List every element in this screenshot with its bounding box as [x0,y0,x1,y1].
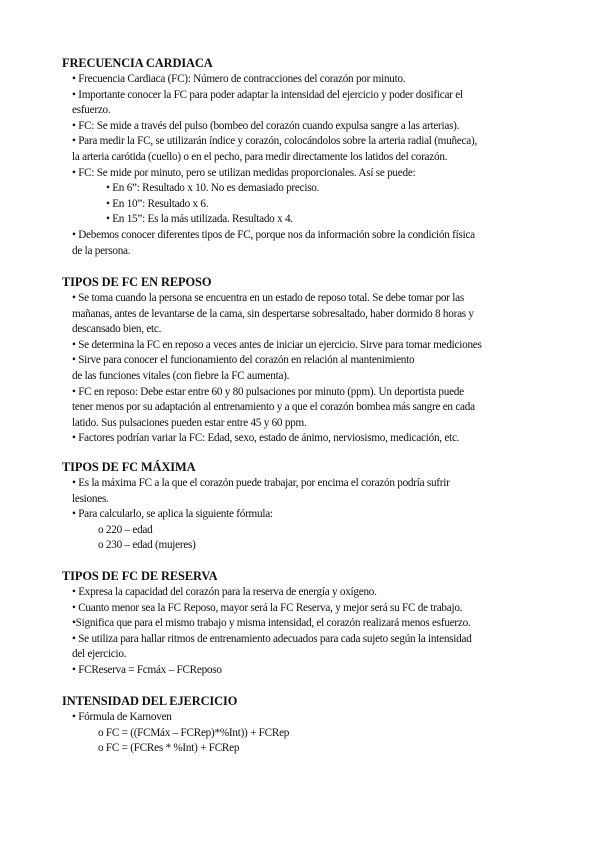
section-intensidad-ejercicio [62,694,532,757]
section-fc-maxima [62,460,532,554]
bullet-line: • Frecuencia Cardiaca (FC): Número de contracciones del corazón por minuto. [72,73,406,85]
continuation-line: lesiones. [72,492,109,505]
bullet-line: • Se utiliza para hallar ritmos de entrenamiento adecuados para cada sujeto según la intensidad [72,632,472,645]
bullet-line: • Se toma cuando la persona se encuentra en un estado de reposo total. Se debe tomar por las [72,292,464,304]
bullet-line: • Para medir la FC, se utilizarán índice y corazón, colocándolos sobre la arteria radial (muñeca), [72,135,477,148]
bullet-line: • FC: Se mide a través del pulso (bombeo del corazón cuando expulsa sangre a las arterias). [72,119,460,132]
continuation-line: descansado bien, etc. [72,323,162,336]
section-frecuencia-cardiaca [62,56,532,259]
section-fc-reposo [62,275,532,447]
formula-line: o 230 – edad (mujeres) [98,539,196,552]
bullet-line: • Debemos conocer diferentes tipos de FC, porque nos da información sobre la condición física [72,228,475,241]
bullet-line: • Es la máxima FC a la que el corazón puede trabajar, por encima el corazón podría sufrir [72,477,450,489]
section-title: INTENSIDAD DEL EJERCICIO [62,694,238,708]
bullet-line: • Para calcularlo, se aplica la siguiente fórmula: [72,508,273,521]
continuation-line: de las funciones vitales (con fiebre la FC aumenta). [72,369,290,382]
bullet-line: • FCReserva = Fcmáx – FCReposo [72,663,222,676]
section-title: TIPOS DE FC EN REPOSO [62,275,212,289]
continuation-line: tener menos por su adaptación al entrenamiento y a que el corazón bombea más sangre en cada [72,401,475,414]
bullet-line: • Fórmula de Karnoven [72,711,172,723]
bullet-line: • Sirve para conocer el funcionamiento del corazón en relación al mantenimiento [72,354,415,367]
formula-line: o 220 – edad [98,523,153,536]
sub-bullet-line: • En 15”: Es la más utilizada. Resultado x 4. [106,213,293,226]
bullet-line: •Significa que para el mismo trabajo y misma intensidad, el corazón realizará menos esfuerzo. [72,617,471,630]
continuation-line: de la persona. [72,244,131,257]
section-title: TIPOS DE FC DE RESERVA [62,569,218,583]
bullet-line: • Expresa la capacidad del corazón para la reserva de energía y oxígeno. [72,586,377,598]
section-title: FRECUENCIA CARDIACA [62,56,213,70]
continuation-line: del ejercicio. [72,648,127,661]
bullet-line: • Se determina la FC en reposo a veces antes de iniciar un ejercicio. Sirve para tomar mediciones [72,338,482,351]
section-fc-reserva [62,569,532,679]
bullet-line: • FC en reposo: Debe estar entre 60 y 80 pulsaciones por minuto (ppm). Un deportista puede [72,385,464,398]
continuation-line: latido. Sus pulsaciones pueden estar entre 45 y 60 ppm. [72,416,307,429]
bullet-line: • Cuanto menor sea la FC Reposo, mayor será la FC Reserva, y mejor será su FC de trabajo. [72,601,463,614]
bullet-line: • Factores podrían variar la FC: Edad, sexo, estado de ánimo, nerviosismo, medicación, etc. [72,432,460,445]
bullet-line: • FC: Se mide por minuto, pero se utilizan medidas proporcionales. Así se puede: [72,166,416,179]
formula-line: o FC = (FCRes * %Int) + FCRep [98,742,240,755]
bullet-line: • Importante conocer la FC para poder adaptar la intensidad del ejercicio y poder dosificar el [72,88,463,101]
continuation-line: mañanas, antes de levantarse de la cama, sin despertarse sobresaltado, haber dormido 8 horas y [72,307,474,320]
section-title: TIPOS DE FC MÁXIMA [62,460,196,474]
sub-bullet-line: • En 10”: Resultado x 6. [106,197,209,210]
continuation-line: la arteria carótida (cuello) o en el pecho, para medir directamente los latidos del corazón. [72,150,448,163]
formula-line: o FC = ((FCMáx – FCRep)*%Int)) + FCRep [98,726,290,739]
continuation-line: esfuerzo. [72,104,111,117]
sub-bullet-line: • En 6”: Resultado x 10. No es demasiado preciso. [106,182,320,195]
